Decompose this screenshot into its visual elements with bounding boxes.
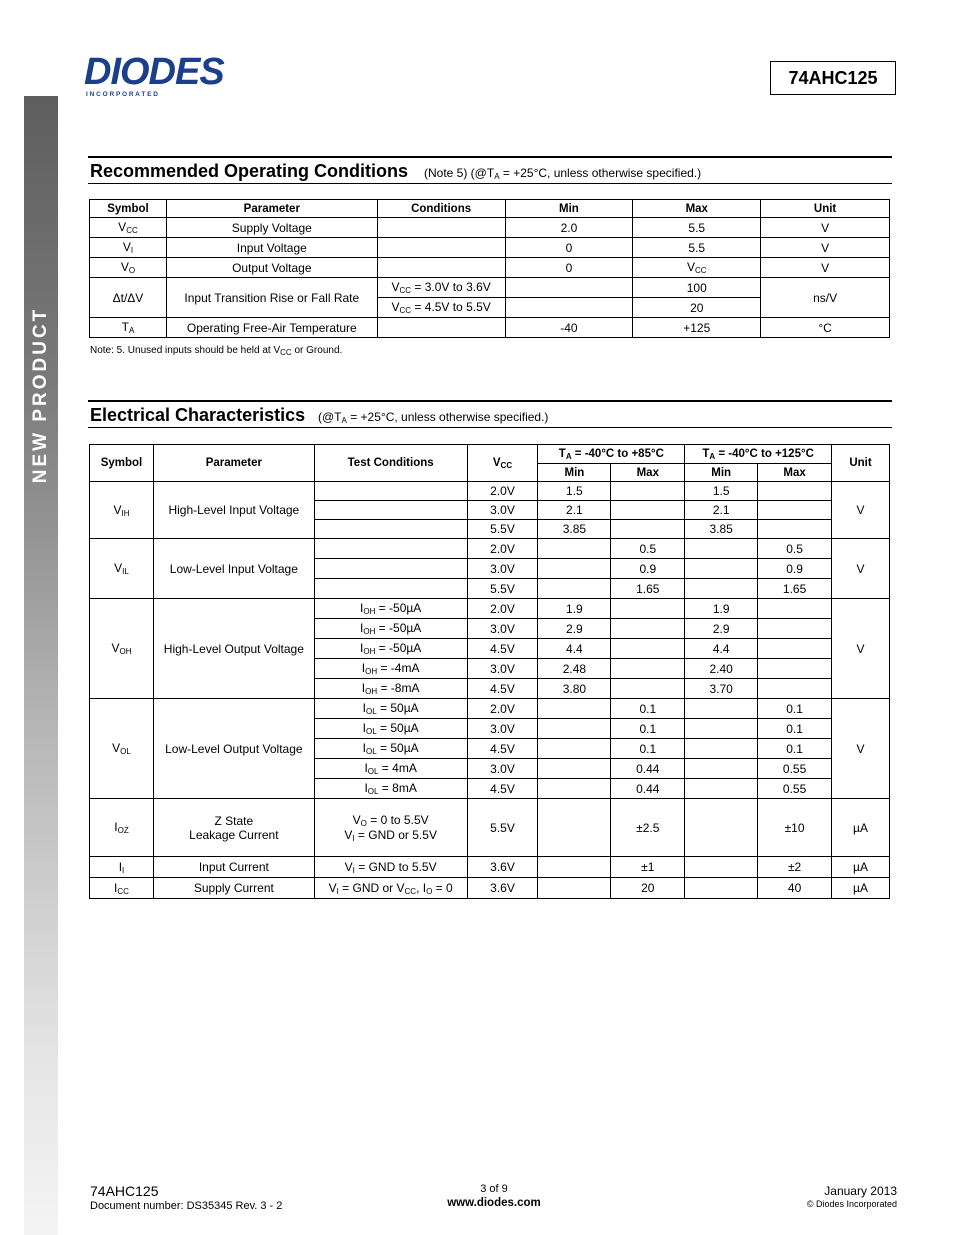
test-cell: $I_{OH} = -8mA$	[314, 679, 467, 699]
vcc-cell: 2.0V	[467, 699, 538, 719]
max-cell: 20	[633, 298, 761, 318]
ec-note-ref: ($@T_A = +25^\circ C$, unless otherwise specified.)	[318, 410, 549, 425]
max-cell: 20	[611, 878, 685, 899]
conditions-cell	[377, 258, 505, 278]
ec-title: Electrical Characteristics	[90, 405, 306, 425]
symbol-cell: $V_I$	[90, 238, 167, 258]
min-cell	[685, 539, 758, 559]
ec-header-vcc: $V_{CC}$	[467, 445, 538, 482]
max-cell: 0.1	[758, 739, 832, 759]
max-cell: +125	[633, 318, 761, 338]
table-row	[90, 482, 890, 501]
unit-cell: V	[832, 699, 890, 799]
symbol-cell: $T_A$	[90, 318, 167, 338]
vcc-cell: 4.5V	[467, 679, 538, 699]
max-cell: 40	[758, 878, 832, 899]
symbol-cell: $V_{IL}$	[90, 539, 154, 599]
unit-cell: °C	[761, 318, 890, 338]
vcc-cell: 4.5V	[467, 739, 538, 759]
test-cell: $I_{OH} = -50\mu A$	[314, 639, 467, 659]
max-cell	[611, 599, 685, 619]
max-cell	[611, 659, 685, 679]
table-row	[90, 599, 890, 619]
min-cell	[685, 759, 758, 779]
symbol-cell: $V_{OL}$	[90, 699, 154, 799]
min-cell: 4.4	[685, 639, 758, 659]
min-cell	[685, 799, 758, 857]
vcc-cell: 3.0V	[467, 659, 538, 679]
min-cell: 3.70	[685, 679, 758, 699]
test-cell	[314, 539, 467, 559]
unit-cell: µA	[832, 857, 890, 878]
table-row	[90, 218, 890, 238]
logo-wordmark: DIODES	[84, 52, 224, 93]
footer-website-link[interactable]: www.diodes.com	[447, 1197, 541, 1209]
symbol-cell: $V_{OH}$	[90, 599, 154, 699]
test-cell	[314, 520, 467, 539]
roc-note-ref: (Note 5) ($@T_A = +25^\circ C$, unless otherwise specified.)	[424, 166, 702, 181]
min-cell	[538, 799, 611, 857]
test-cell: $I_{OH} = -50\mu A$	[314, 599, 467, 619]
max-cell	[611, 520, 685, 539]
min-cell: 3.80	[538, 679, 611, 699]
parameter-cell: Supply Voltage	[166, 218, 377, 238]
unit-cell: ns/V	[761, 278, 890, 318]
symbol-cell: $V_{IH}$	[90, 482, 154, 539]
min-cell: 3.85	[538, 520, 611, 539]
ec-table	[89, 444, 890, 899]
min-cell	[538, 779, 611, 799]
unit-cell: V	[761, 258, 890, 278]
vcc-cell: 3.6V	[467, 878, 538, 899]
min-cell	[685, 559, 758, 579]
vcc-cell: 2.0V	[467, 539, 538, 559]
table-row	[90, 258, 890, 278]
max-cell: 1.65	[758, 579, 832, 599]
side-banner-text: NEW PRODUCT	[30, 306, 51, 484]
roc-title-bar	[88, 156, 892, 184]
test-cell: $I_{OL} = 4mA$	[314, 759, 467, 779]
vcc-cell: 3.0V	[467, 501, 538, 520]
min-cell	[685, 857, 758, 878]
parameter-cell: High-Level Output Voltage	[153, 599, 314, 699]
ec-title-bar	[88, 400, 892, 428]
max-cell: ±1	[611, 857, 685, 878]
max-cell	[611, 619, 685, 639]
ec-header-unit: Unit	[832, 445, 890, 482]
max-cell: 0.44	[611, 759, 685, 779]
min-cell: 1.9	[685, 599, 758, 619]
min-cell	[505, 298, 633, 318]
max-cell: 5.5	[633, 218, 761, 238]
max-cell	[611, 639, 685, 659]
ec-header-parameter: Parameter	[153, 445, 314, 482]
footer-copyright: © Diodes Incorporated	[806, 1199, 897, 1209]
table-row	[90, 278, 890, 298]
min-cell: 2.9	[538, 619, 611, 639]
ec-header-min: Min	[685, 464, 758, 482]
unit-cell: V	[832, 482, 890, 539]
vcc-cell: 5.5V	[467, 799, 538, 857]
roc-title: Recommended Operating Conditions	[90, 161, 409, 181]
parameter-cell: Input Voltage	[166, 238, 377, 258]
vcc-cell: 5.5V	[467, 520, 538, 539]
test-cell	[314, 482, 467, 501]
roc-header-conditions: Conditions	[377, 200, 505, 218]
min-cell: 2.1	[685, 501, 758, 520]
conditions-cell	[377, 218, 505, 238]
max-cell: 0.1	[611, 699, 685, 719]
max-cell: ±2	[758, 857, 832, 878]
conditions-cell: $V_{CC} = 3.0V$ to 3.6V	[377, 278, 505, 298]
max-cell	[758, 639, 832, 659]
max-cell: 0.5	[611, 539, 685, 559]
max-cell	[611, 501, 685, 520]
max-cell: ±10	[758, 799, 832, 857]
symbol-cell: $V_{CC}$	[90, 218, 167, 238]
test-cell: $I_{OL} = 50\mu A$	[314, 719, 467, 739]
vcc-cell: 5.5V	[467, 579, 538, 599]
roc-note: Note: 5. Unused inputs should be held at $V_{CC}$ or Ground.	[90, 345, 343, 357]
test-cell: $I_{OH} = -50\mu A$	[314, 619, 467, 639]
vcc-cell: 3.0V	[467, 559, 538, 579]
part-number-box: 74AHC125	[770, 61, 896, 95]
conditions-cell	[377, 238, 505, 258]
diodes-logo	[84, 52, 256, 98]
test-cell	[314, 501, 467, 520]
ec-header-row	[90, 445, 890, 464]
test-cell: $I_{OL} = 8mA$	[314, 779, 467, 799]
table-row	[90, 699, 890, 719]
min-cell: -40	[505, 318, 633, 338]
max-cell	[758, 679, 832, 699]
max-cell	[758, 482, 832, 501]
test-cell: $V_I$ = GND or $V_{CC}$, $I_O = 0$	[314, 878, 467, 899]
parameter-cell: Low-Level Input Voltage	[153, 539, 314, 599]
symbol-cell: $I_I$	[90, 857, 154, 878]
min-cell	[685, 579, 758, 599]
min-cell	[685, 719, 758, 739]
ec-header-max: Max	[611, 464, 685, 482]
max-cell	[611, 482, 685, 501]
diodes-logo-graphic	[84, 52, 256, 98]
conditions-cell: $V_{CC} = 4.5V$ to 5.5V	[377, 298, 505, 318]
max-cell	[611, 679, 685, 699]
min-cell	[538, 539, 611, 559]
symbol-cell: $I_{OZ}$	[90, 799, 154, 857]
min-cell	[505, 278, 633, 298]
min-cell	[538, 559, 611, 579]
vcc-cell: 4.5V	[467, 779, 538, 799]
table-row	[90, 799, 890, 857]
max-cell: 0.1	[758, 699, 832, 719]
symbol-cell: $I_{CC}$	[90, 878, 154, 899]
min-cell: 2.9	[685, 619, 758, 639]
min-cell	[538, 739, 611, 759]
max-cell: ±2.5	[611, 799, 685, 857]
max-cell: 1.65	[611, 579, 685, 599]
side-banner	[24, 96, 58, 1235]
table-row	[90, 857, 890, 878]
vcc-cell: 2.0V	[467, 599, 538, 619]
unit-cell: V	[832, 539, 890, 599]
footer-date: January 2013	[824, 1184, 897, 1198]
max-cell: 100	[633, 278, 761, 298]
min-cell	[538, 699, 611, 719]
min-cell: 4.4	[538, 639, 611, 659]
max-cell: $V_{CC}$	[633, 258, 761, 278]
logo-subtext: I N C O R P O R A T E D	[86, 91, 158, 98]
max-cell	[758, 659, 832, 679]
min-cell	[538, 579, 611, 599]
symbol-cell: $V_O$	[90, 258, 167, 278]
vcc-cell: 2.0V	[467, 482, 538, 501]
min-cell: 3.85	[685, 520, 758, 539]
parameter-cell: Supply Current	[153, 878, 314, 899]
min-cell	[685, 699, 758, 719]
ec-header-min: Min	[538, 464, 611, 482]
max-cell: 0.1	[611, 719, 685, 739]
table-row	[90, 238, 890, 258]
test-cell: $I_{OL} = 50\mu A$	[314, 699, 467, 719]
min-cell: 0	[505, 238, 633, 258]
parameter-cell: Low-Level Output Voltage	[153, 699, 314, 799]
unit-cell: V	[761, 218, 890, 238]
test-cell	[314, 579, 467, 599]
max-cell	[758, 501, 832, 520]
roc-table	[89, 199, 890, 338]
roc-header-max: Max	[633, 200, 761, 218]
test-cell: $V_O = 0$ to 5.5V $V_I$ = GND or 5.5V	[314, 799, 467, 857]
min-cell: 1.5	[538, 482, 611, 501]
min-cell	[685, 878, 758, 899]
unit-cell: µA	[832, 799, 890, 857]
min-cell	[685, 779, 758, 799]
roc-header-unit: Unit	[761, 200, 890, 218]
parameter-cell: Operating Free-Air Temperature	[166, 318, 377, 338]
max-cell: 0.1	[758, 719, 832, 739]
roc-header-symbol: Symbol	[90, 200, 167, 218]
vcc-cell: 3.0V	[467, 719, 538, 739]
max-cell: 0.55	[758, 759, 832, 779]
test-cell	[314, 559, 467, 579]
parameter-cell: Z State Leakage Current	[153, 799, 314, 857]
min-cell: 2.48	[538, 659, 611, 679]
vcc-cell: 3.0V	[467, 759, 538, 779]
parameter-cell: Output Voltage	[166, 258, 377, 278]
footer-document-number: Document number: DS35345 Rev. 3 - 2	[90, 1200, 283, 1212]
conditions-cell	[377, 318, 505, 338]
table-row	[90, 878, 890, 899]
min-cell: 1.5	[685, 482, 758, 501]
table-row	[90, 539, 890, 559]
min-cell	[538, 719, 611, 739]
min-cell: 0	[505, 258, 633, 278]
min-cell: 2.1	[538, 501, 611, 520]
vcc-cell: 4.5V	[467, 639, 538, 659]
min-cell: 2.40	[685, 659, 758, 679]
max-cell	[758, 599, 832, 619]
test-cell: $V_I$ = GND to 5.5V	[314, 857, 467, 878]
max-cell: 0.9	[611, 559, 685, 579]
roc-header-parameter: Parameter	[166, 200, 377, 218]
min-cell	[538, 759, 611, 779]
max-cell: 5.5	[633, 238, 761, 258]
table-row	[90, 318, 890, 338]
vcc-cell: 3.0V	[467, 619, 538, 639]
min-cell	[685, 739, 758, 759]
roc-header-min: Min	[505, 200, 633, 218]
max-cell	[758, 619, 832, 639]
ec-header-test-conditions: Test Conditions	[314, 445, 467, 482]
min-cell	[538, 878, 611, 899]
parameter-cell: High-Level Input Voltage	[153, 482, 314, 539]
vcc-cell: 3.6V	[467, 857, 538, 878]
parameter-cell: Input Current	[153, 857, 314, 878]
ec-header-range-85: $T_A = -40^\circ C$ to +85°C	[538, 445, 685, 464]
max-cell	[758, 520, 832, 539]
footer-part-number: 74AHC125	[90, 1183, 159, 1199]
max-cell: 0.9	[758, 559, 832, 579]
symbol-cell: Δt/ΔV	[90, 278, 167, 318]
test-cell: $I_{OH} = -4mA$	[314, 659, 467, 679]
ec-header-symbol: Symbol	[90, 445, 154, 482]
min-cell: 1.9	[538, 599, 611, 619]
min-cell	[538, 857, 611, 878]
footer-page-number: 3 of 9	[480, 1183, 508, 1195]
max-cell: 0.55	[758, 779, 832, 799]
unit-cell: V	[832, 599, 890, 699]
max-cell: 0.1	[611, 739, 685, 759]
ec-header-range-125: $T_A = -40^\circ C$ to +125°C	[685, 445, 832, 464]
roc-header-row	[90, 200, 890, 218]
test-cell: $I_{OL} = 50\mu A$	[314, 739, 467, 759]
ec-header-max: Max	[758, 464, 832, 482]
unit-cell: V	[761, 238, 890, 258]
parameter-cell: Input Transition Rise or Fall Rate	[166, 278, 377, 318]
max-cell: 0.5	[758, 539, 832, 559]
max-cell: 0.44	[611, 779, 685, 799]
unit-cell: µA	[832, 878, 890, 899]
min-cell: 2.0	[505, 218, 633, 238]
